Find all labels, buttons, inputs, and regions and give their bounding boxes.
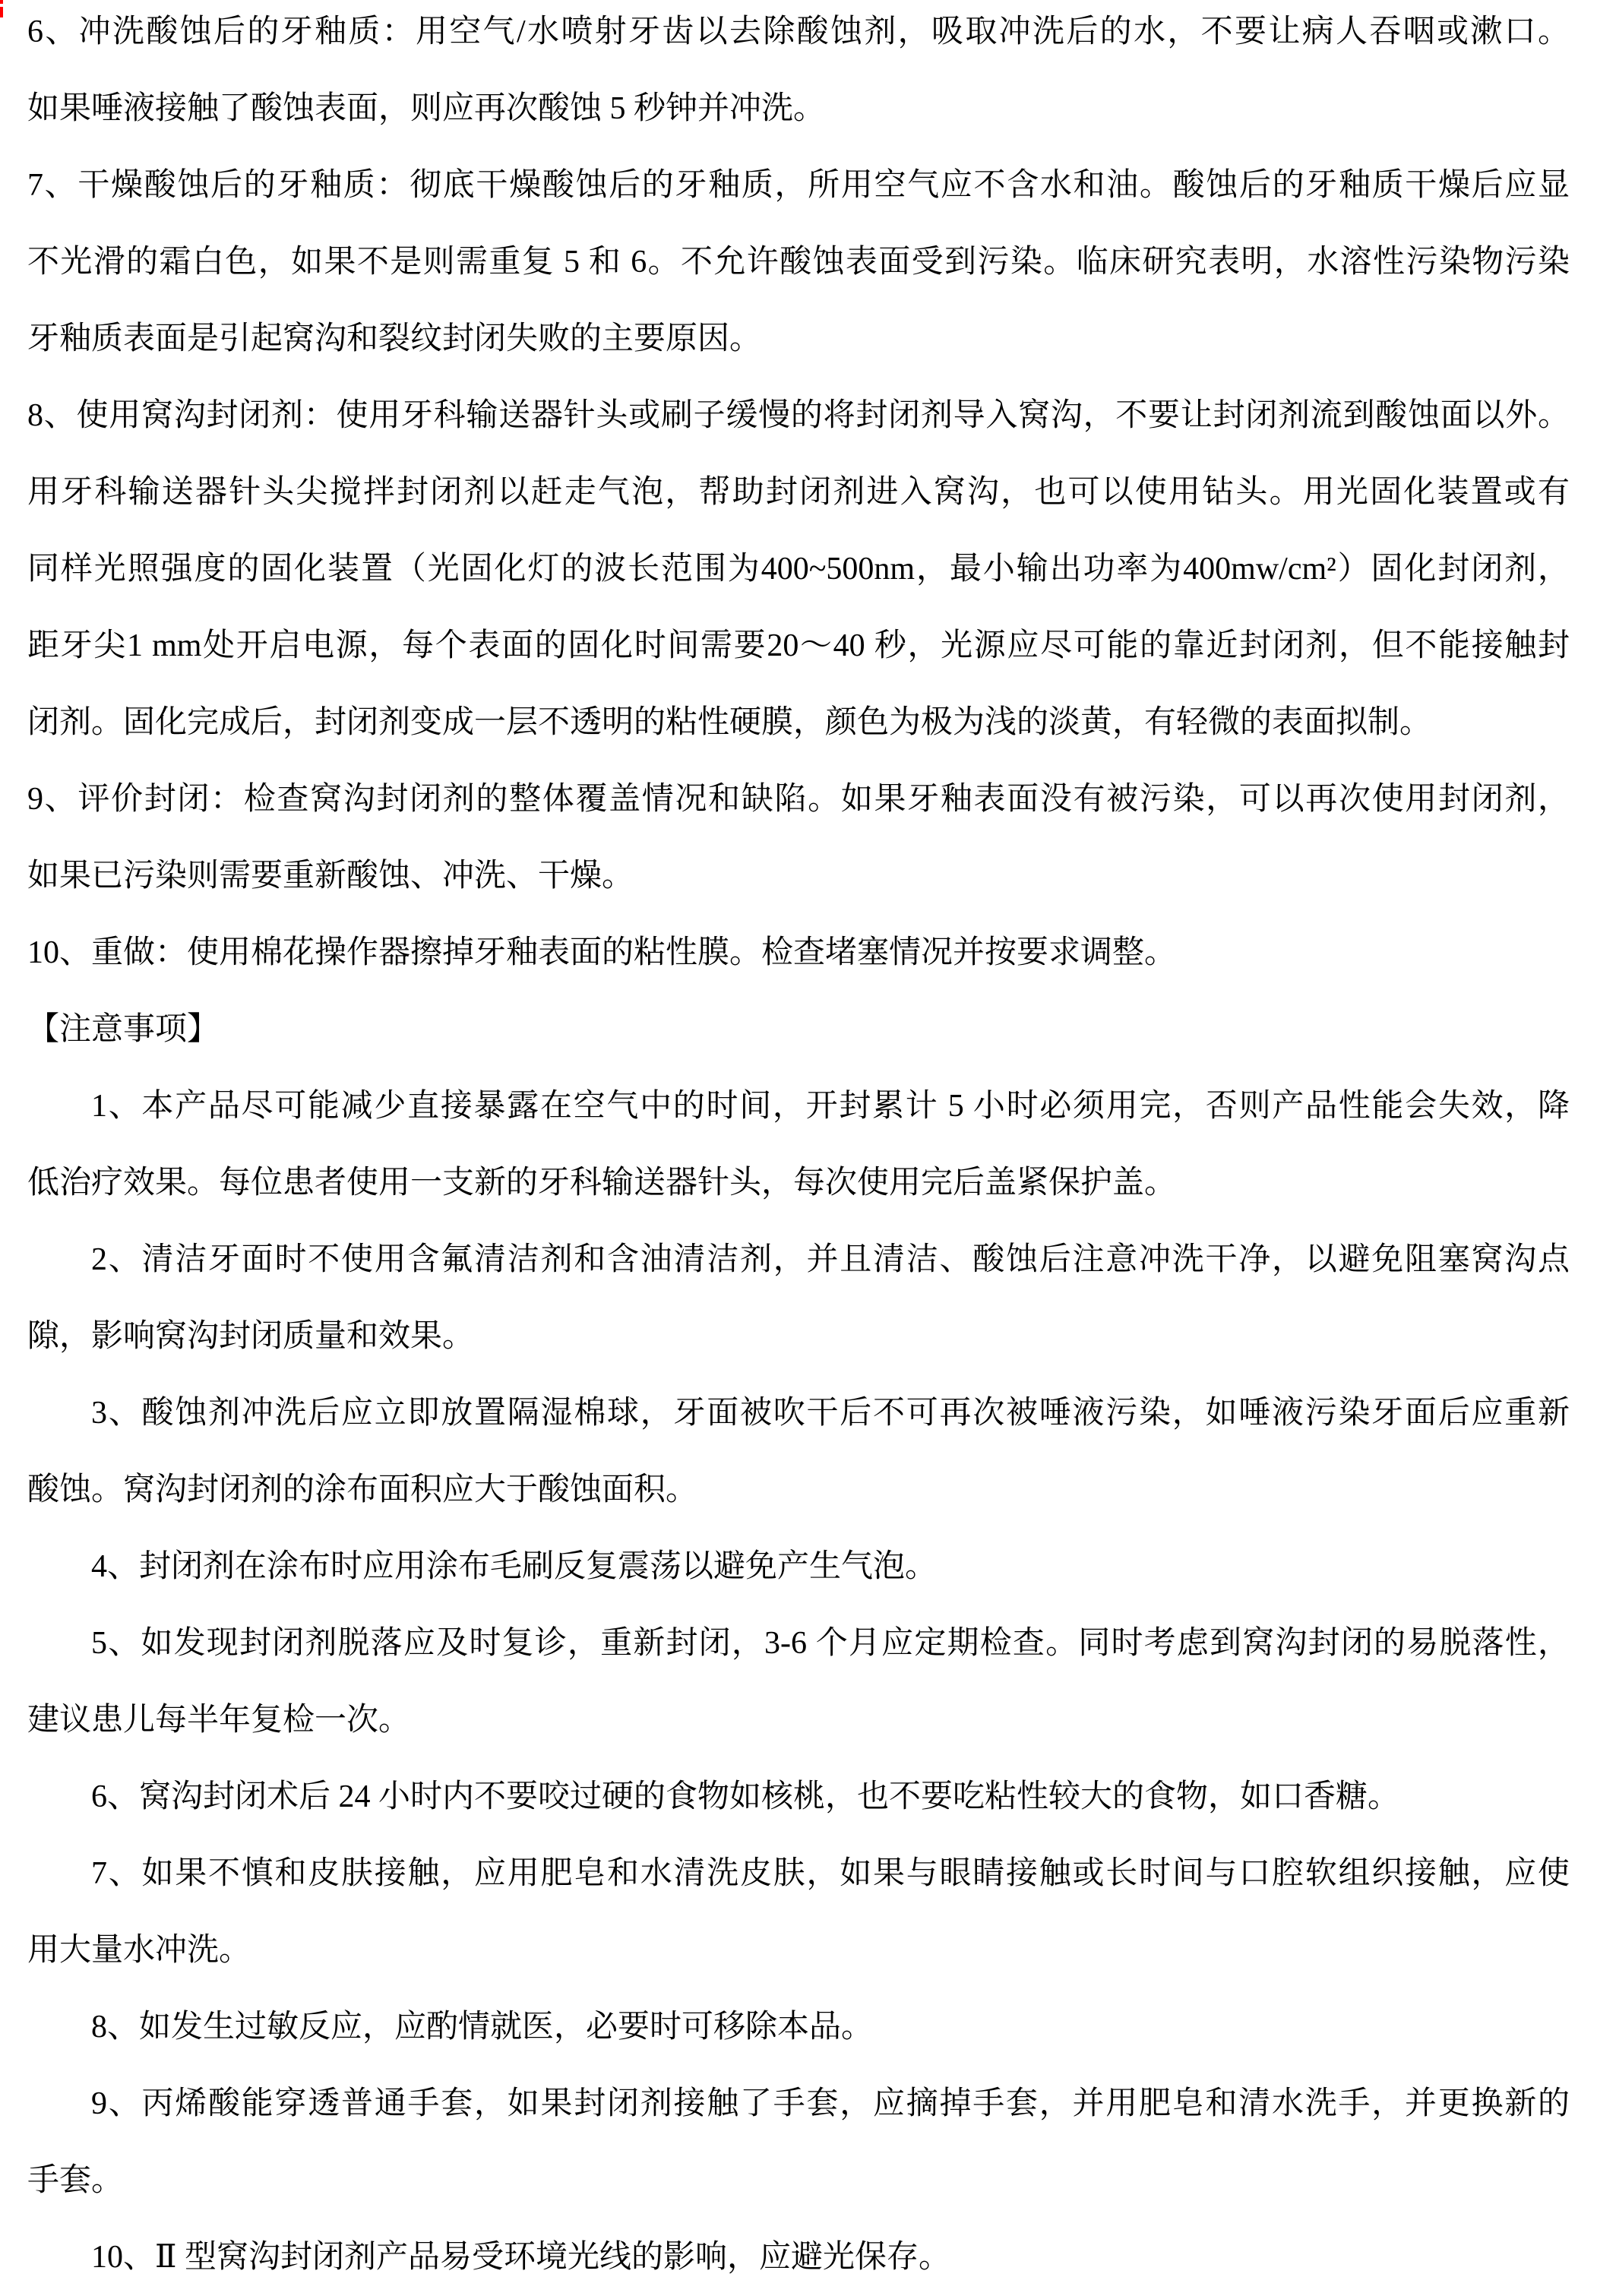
text-line-29: 手套。 [27, 2163, 124, 2198]
text-line-2: 如果唾液接触了酸蚀表面，则应再次酸蚀 5 秒钟并冲洗。 [27, 91, 826, 126]
text-line-28: 9、丙烯酸能穿透普通手套，如果封闭剂接触了手套，应摘掉手套，并用肥皂和清水洗手，并更换新的 [91, 2086, 1570, 2121]
text-line-9: 距牙尖1 mm处开启电源，每个表面的固化时间需要20～40 秒，光源应尽可能的靠近封闭剂，但不能接触封 [27, 628, 1570, 663]
text-line-10: 闭剂。固化完成后，封闭剂变成一层不透明的粘性硬膜，颜色为极为浅的淡黄，有轻微的表面拟制。 [27, 705, 1432, 740]
text-line-11: 9、评价封闭：检查窝沟封闭剂的整体覆盖情况和缺陷。如果牙釉表面没有被污染，可以再次使用封闭剂， [27, 782, 1570, 817]
text-line-7: 用牙科输送器针头尖搅拌封闭剂以赶走气泡，帮助封闭剂进入窝沟，也可以使用钻头。用光固化装置或有 [27, 475, 1570, 510]
text-line-18: 隙，影响窝沟封闭质量和效果。 [27, 1319, 475, 1354]
text-line-5: 牙釉质表面是引起窝沟和裂纹封闭失败的主要原因。 [27, 321, 762, 356]
text-line-27: 8、如发生过敏反应，应酌情就医，必要时可移除本品。 [91, 2010, 874, 2045]
text-line-12: 如果已污染则需要重新酸蚀、冲洗、干燥。 [27, 859, 634, 893]
text-line-1: 6、冲洗酸蚀后的牙釉质：用空气/水喷射牙齿以去除酸蚀剂，吸取冲洗后的水，不要让病人吞咽或漱口。 [27, 14, 1570, 49]
text-line-30: 10、Ⅱ 型窝沟封闭剂产品易受环境光线的影响，应避光保存。 [91, 2240, 951, 2275]
text-line-4: 不光滑的霜白色，如果不是则需重复 5 和 6。不允许酸蚀表面受到污染。临床研究表明，水溶性污染物污染 [27, 245, 1570, 280]
text-line-19: 3、酸蚀剂冲洗后应立即放置隔湿棉球，牙面被吹干后不可再次被唾液污染，如唾液污染牙面后应重新 [91, 1396, 1570, 1431]
text-line-25: 7、如果不慎和皮肤接触，应用肥皂和水清洗皮肤，如果与眼睛接触或长时间与口腔软组织接触，应使 [91, 1856, 1570, 1891]
text-line-8: 同样光照强度的固化装置（光固化灯的波长范围为400~500nm，最小输出功率为400mw/cm²）固化封闭剂， [27, 552, 1570, 587]
text-line-23: 建议患儿每半年复检一次。 [27, 1703, 411, 1738]
text-line-13: 10、重做：使用棉花操作器擦掉牙釉表面的粘性膜。检查堵塞情况并按要求调整。 [27, 935, 1177, 970]
text-line-6: 8、使用窝沟封闭剂：使用牙科输送器针头或刷子缓慢的将封闭剂导入窝沟，不要让封闭剂流到酸蚀面以外。 [27, 398, 1570, 433]
text-line-15: 1、本产品尽可能减少直接暴露在空气中的时间，开封累计 5 小时必须用完，否则产品性能会失效，降 [91, 1089, 1570, 1124]
section-heading-notes: 【注意事项】 [27, 1012, 220, 1047]
scan-artifact-top-left-2 [0, 7, 3, 17]
text-line-24: 6、窝沟封闭术后 24 小时内不要咬过硬的食物如核桃，也不要吃粘性较大的食物，如口香糖。 [91, 1779, 1400, 1814]
text-line-3: 7、干燥酸蚀后的牙釉质：彻底干燥酸蚀后的牙釉质，所用空气应不含水和油。酸蚀后的牙釉质干燥后应显 [27, 168, 1570, 203]
text-line-26: 用大量水冲洗。 [27, 1933, 251, 1968]
text-line-21: 4、封闭剂在涂布时应用涂布毛刷反复震荡以避免产生气泡。 [91, 1549, 938, 1584]
text-line-22: 5、如发现封闭剂脱落应及时复诊，重新封闭，3-6 个月应定期检查。同时考虑到窝沟封闭的易脱落性， [91, 1626, 1570, 1661]
text-line-17: 2、清洁牙面时不使用含氟清洁剂和含油清洁剂，并且清洁、酸蚀后注意冲洗干净，以避免阻塞窝沟点 [91, 1242, 1570, 1277]
text-line-16: 低治疗效果。每位患者使用一支新的牙科输送器针头，每次使用完后盖紧保护盖。 [27, 1165, 1177, 1200]
text-line-20: 酸蚀。窝沟封闭剂的涂布面积应大于酸蚀面积。 [27, 1472, 698, 1507]
scan-artifact-top-left-1 [0, 0, 3, 4]
